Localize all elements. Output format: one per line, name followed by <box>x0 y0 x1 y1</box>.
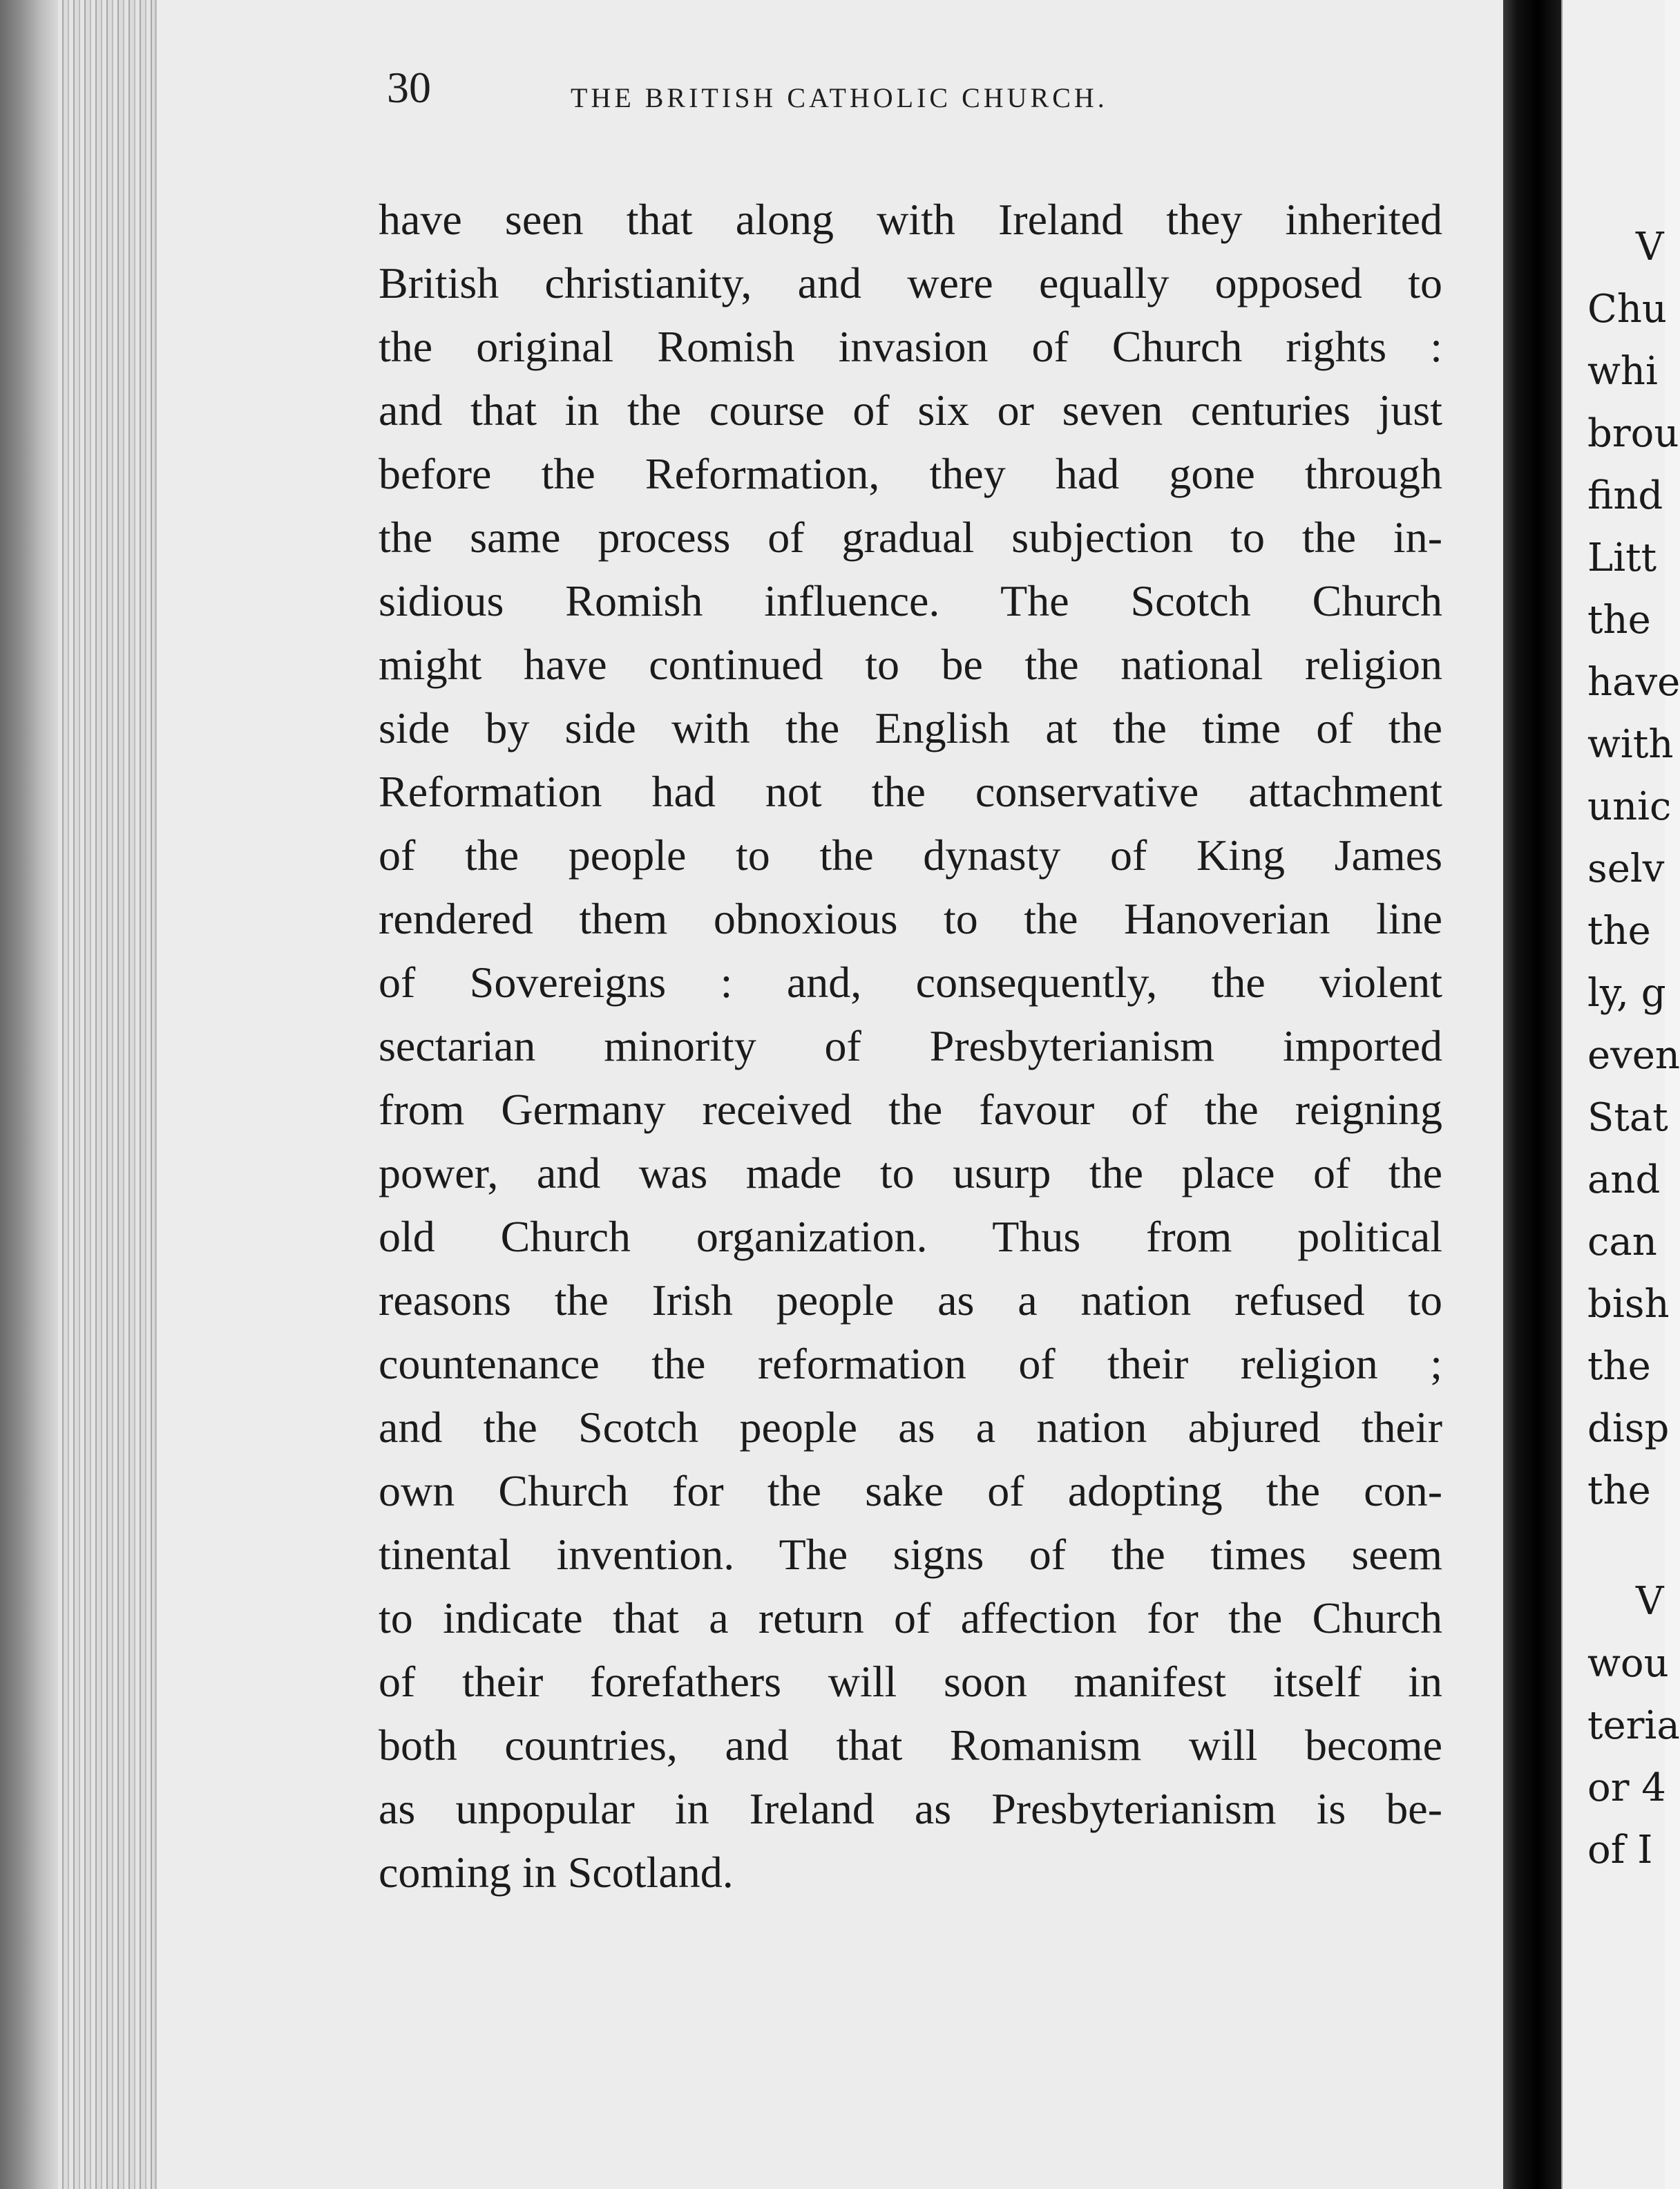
text-line: the original Romish invasion of Church rights : <box>379 322 1442 371</box>
text-line: old Church organization. Thus from political <box>379 1212 1442 1261</box>
text-line: the same process of gradual subjection to the in- <box>379 513 1442 562</box>
facing-page-fragment: Litt <box>1587 536 1657 580</box>
stacked-page-edges <box>58 0 155 2189</box>
facing-page-fragment: wou <box>1587 1641 1669 1686</box>
text-line: British christianity, and were equally opposed to <box>379 258 1442 307</box>
facing-page-fragment: V <box>1636 1579 1664 1624</box>
facing-page-fragment: the <box>1587 1344 1651 1389</box>
facing-page-fragment: disp <box>1587 1406 1670 1451</box>
facing-page-fragment: bish <box>1587 1282 1670 1327</box>
facing-page-fragment: teria <box>1587 1703 1680 1748</box>
text-line: sectarian minority of Presbyterianism imported <box>379 1021 1442 1070</box>
text-line: countenance the reformation of their religion ; <box>379 1339 1442 1388</box>
page-number: 30 <box>387 63 431 112</box>
text-line: Reformation had not the conservative attachment <box>379 767 1442 816</box>
text-line: as unpopular in Ireland as Presbyterianism is be- <box>379 1784 1442 1833</box>
text-line: and the Scotch people as a nation abjured their <box>379 1403 1442 1452</box>
text-line: side by side with the English at the time of the <box>379 703 1442 752</box>
facing-page-fragment: Stat <box>1587 1095 1668 1140</box>
body-text <box>379 188 1442 1904</box>
text-line: of Sovereigns : and, consequently, the violent <box>379 958 1442 1007</box>
text-line: have seen that along with Ireland they inherited <box>379 195 1442 244</box>
text-line: from Germany received the favour of the reigning <box>379 1085 1442 1134</box>
text-line: might have continued to be the national religion <box>379 640 1442 689</box>
text-line: own Church for the sake of adopting the con- <box>379 1466 1442 1515</box>
book-outer-edge <box>0 0 58 2189</box>
facing-page-fragment: of I <box>1587 1828 1653 1873</box>
facing-page-fragment: brou <box>1587 411 1679 456</box>
book-gutter <box>1503 0 1561 2189</box>
text-line: reasons the Irish people as a nation refused to <box>379 1276 1442 1325</box>
facing-page-fragment: V <box>1636 225 1664 269</box>
text-line: sidious Romish influence. The Scotch Church <box>379 576 1442 625</box>
facing-page-fragment: whi <box>1587 349 1658 394</box>
text-line: of the people to the dynasty of King James <box>379 831 1442 880</box>
facing-page-fragment: the <box>1587 598 1651 643</box>
facing-page-fragment: the <box>1587 909 1651 954</box>
text-line: to indicate that a return of affection for the Church <box>379 1593 1442 1642</box>
facing-page-fragment: and <box>1587 1157 1661 1202</box>
facing-page-fragment: selv <box>1587 846 1665 891</box>
facing-page-fragment: even <box>1587 1033 1680 1078</box>
text-line: both countries, and that Romanism will become <box>379 1721 1442 1770</box>
facing-page-fragment: unic <box>1587 784 1672 829</box>
text-line: coming in Scotland. <box>379 1848 734 1897</box>
text-line: of their forefathers will soon manifest itself in <box>379 1657 1442 1706</box>
facing-page-fragment: can <box>1587 1220 1657 1264</box>
text-line: rendered them obnoxious to the Hanoverian line <box>379 894 1442 943</box>
text-line: power, and was made to usurp the place of the <box>379 1148 1442 1197</box>
facing-page-fragment: with <box>1587 722 1674 767</box>
facing-page-fragment: the <box>1587 1468 1651 1513</box>
text-line: tinental invention. The signs of the times seem <box>379 1530 1442 1579</box>
facing-page-fragment: have <box>1587 660 1680 705</box>
running-title: THE BRITISH CATHOLIC CHURCH. <box>571 82 1108 113</box>
facing-page-fragment: find <box>1587 473 1663 518</box>
text-line: and that in the course of six or seven centuries just <box>379 386 1442 435</box>
facing-page-fragment: Chu <box>1587 287 1667 332</box>
text-line: before the Reformation, they had gone through <box>379 449 1442 498</box>
facing-page-fragment: ly, g <box>1587 971 1666 1016</box>
facing-page-fragment: or 4 <box>1587 1765 1666 1810</box>
